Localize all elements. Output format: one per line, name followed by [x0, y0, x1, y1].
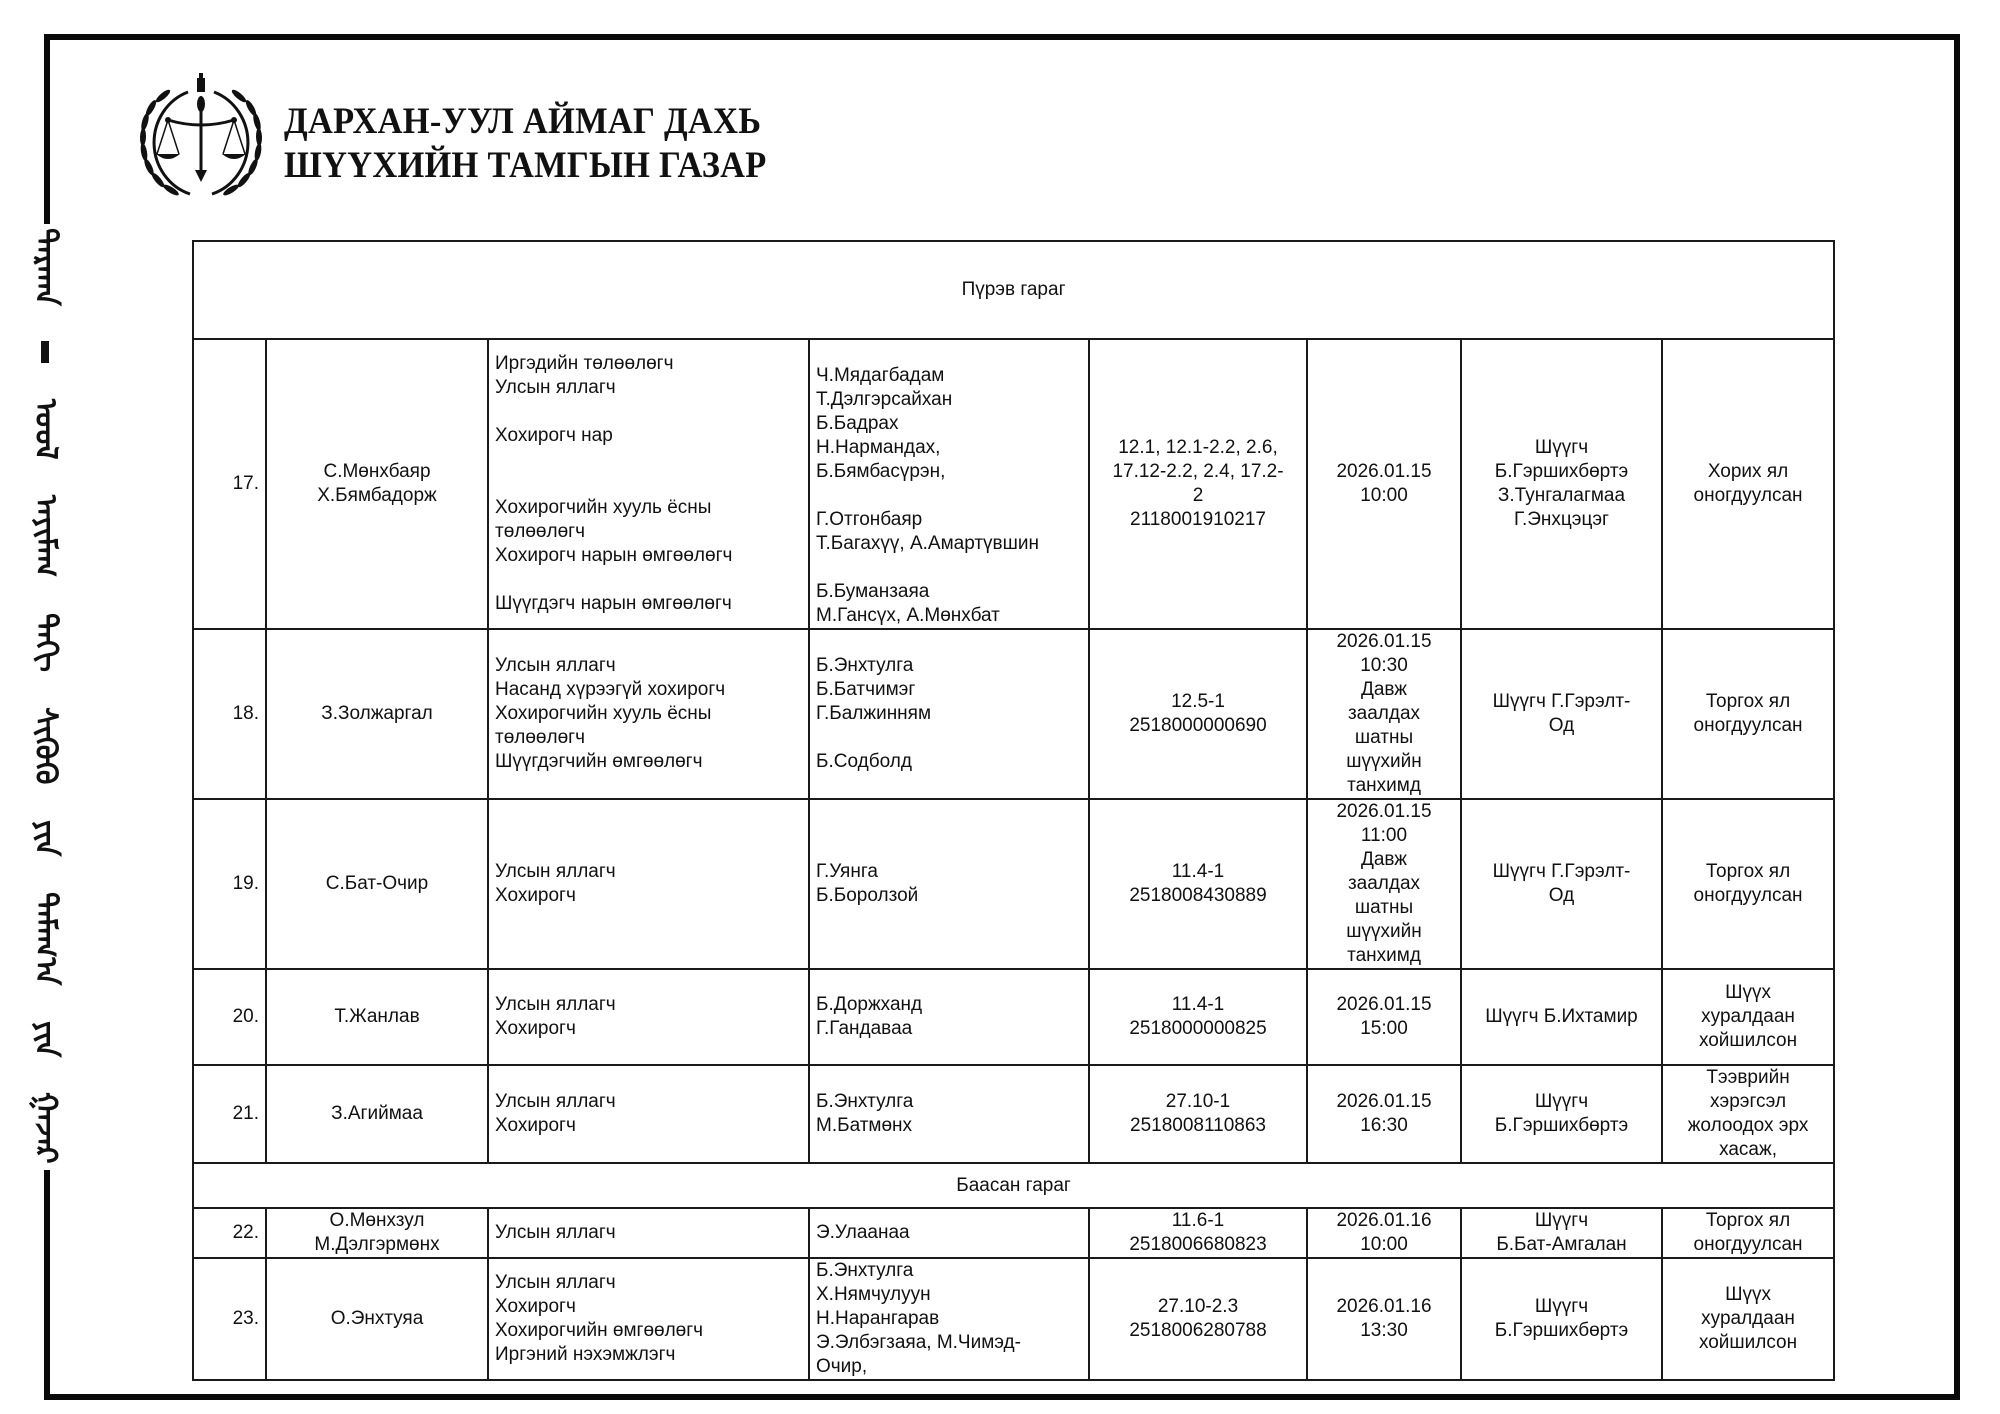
participant-names-cell-line: Х.Нямчулуун [816, 1284, 931, 1305]
participant-names-cell-line: Т.Багахүү, А.Амартүвшин [816, 533, 1039, 554]
hearing-datetime-cell-line: 15:00 [1360, 1018, 1408, 1039]
result-cell [1662, 1065, 1834, 1163]
case-number-cell: 20. [193, 969, 266, 1065]
mongolian-word: ᠲᠠᠮᠠᠭ᠎ᠠ [28, 891, 63, 986]
result-cell-line: Торгох ял [1705, 691, 1791, 712]
participant-roles-cell-line: Шүүгдэгчийн өмгөөлөгч [495, 751, 703, 772]
judge-cell [1461, 1208, 1662, 1258]
judge-cell [1461, 629, 1662, 799]
result-cell-line: жолоодох эрх [1687, 1115, 1809, 1136]
defendant-cell-line: С.Мөнхбаяр [323, 461, 431, 482]
participant-roles-cell-line: Иргэдийн төлөөлөгч [495, 353, 674, 374]
hearing-datetime-cell-line: 2026.01.15 [1336, 801, 1432, 822]
hearing-datetime-cell [1307, 969, 1461, 1065]
result-cell-line: Торгох ял [1705, 861, 1791, 882]
table-row [193, 799, 1834, 969]
article-case-id-cell [1089, 339, 1307, 629]
table-row [193, 629, 1834, 799]
judge-cell-line: Шүүгч [1534, 1210, 1589, 1231]
participant-names-cell [809, 339, 1089, 629]
mongolian-word: ᠱᠢᠭᠦᠬᠦ [28, 706, 63, 785]
participant-names-cell-line: Ч.Мядагбадам [816, 365, 945, 386]
participant-roles-cell-line: Хохирогч нарын өмгөөлөгч [495, 545, 733, 566]
participant-roles-cell [488, 969, 809, 1065]
mongolian-word: ᠳᠠᠷᠬᠠᠨ [28, 228, 63, 306]
result-cell-line: Тээврийн [1706, 1067, 1790, 1088]
defendant-cell [266, 799, 488, 969]
defendant-cell [266, 969, 488, 1065]
participant-names-cell-line: Очир, [816, 1356, 868, 1377]
participant-names-cell [809, 1065, 1089, 1163]
case-number-cell: 23. [193, 1258, 266, 1380]
participant-names-cell-line: М.Батмөнх [816, 1115, 913, 1136]
mongolian-word: ᠶᠢᠨ [28, 819, 63, 857]
result-cell [1662, 1258, 1834, 1380]
judge-cell [1461, 1258, 1662, 1380]
participant-names-cell [809, 969, 1089, 1065]
participant-roles-cell-line: Хохирогч нар [495, 425, 613, 446]
defendant-cell [266, 1258, 488, 1380]
article-case-id-cell-line: 11.4-1 [1171, 994, 1225, 1015]
judge-cell-line: Б.Бат-Амгалан [1496, 1234, 1627, 1255]
table-row [193, 969, 1834, 1065]
participant-roles-cell-line: Улсын яллагч [495, 1222, 616, 1243]
court-hearing-schedule-table [192, 240, 1835, 1381]
hearing-datetime-cell-line: шатны [1354, 897, 1414, 918]
participant-names-cell-line: Б.Бямбасүрэн, [816, 461, 946, 482]
case-number-cell: 17. [193, 339, 266, 629]
article-case-id-cell-line: 17.12-2.2, 2.4, 17.2- [1112, 461, 1284, 482]
mongolian-word: ᠶᠢᠨ [28, 1020, 63, 1057]
participant-roles-cell [488, 339, 809, 629]
participant-roles-cell-line: Улсын яллагч [495, 861, 616, 882]
participant-roles-cell-line: Улсын яллагч [495, 377, 616, 398]
participant-names-cell-line: Б.Энхтулга [816, 1091, 914, 1112]
page-frame-left-top [44, 34, 50, 224]
participant-names-cell [809, 1258, 1089, 1380]
participant-names-cell-line: Б.Батчимэг [816, 679, 916, 700]
court-emblem-icon [138, 72, 264, 206]
participant-roles-cell [488, 629, 809, 799]
participant-roles-cell-line [495, 400, 802, 424]
result-cell-line: хуралдаан [1701, 1308, 1795, 1329]
article-case-id-cell-line: 27.10-1 [1165, 1091, 1231, 1112]
table-row [193, 1258, 1834, 1380]
participant-names-cell-line: Б.Энхтулга [816, 655, 914, 676]
judge-cell-line: Од [1548, 885, 1575, 906]
participant-roles-cell-line: Хохирогч [495, 1296, 576, 1317]
judge-cell [1461, 339, 1662, 629]
participant-roles-cell-line: Хохирогч [495, 885, 576, 906]
defendant-cell-line: М.Дэлгэрмөнх [314, 1234, 440, 1255]
result-cell-line: хойшилсон [1698, 1030, 1798, 1051]
hearing-datetime-cell-line: шатны [1354, 727, 1414, 748]
hearing-datetime-cell-line: танхимд [1347, 945, 1421, 966]
participant-names-cell-line: Б.Доржханд [816, 994, 923, 1015]
defendant-cell [266, 1065, 488, 1163]
article-case-id-cell-line: 12.1, 12.1-2.2, 2.6, [1118, 437, 1278, 458]
judge-cell [1461, 1065, 1662, 1163]
hearing-datetime-cell-line: заалдах [1347, 703, 1421, 724]
organization-title [284, 100, 767, 188]
participant-names-cell [809, 629, 1089, 799]
result-cell [1662, 799, 1834, 969]
participant-names-cell-line: Э.Элбэгзаяа, М.Чимэд- [816, 1332, 1021, 1353]
participant-roles-cell-line [495, 472, 802, 496]
case-number-cell: 21. [193, 1065, 266, 1163]
participant-names-cell-line [816, 556, 1082, 580]
mongolian-word: ᠭᠠᠵᠠᠷ [28, 1092, 63, 1164]
hearing-datetime-cell-line: 2026.01.15 [1336, 461, 1432, 482]
hearing-datetime-cell-line: 10:00 [1360, 1234, 1408, 1255]
judge-cell-line: Б.Гэршихбөртэ [1494, 1115, 1629, 1136]
participant-names-cell-line: Г.Уянга [816, 861, 878, 882]
participant-names-cell-line [816, 726, 1082, 750]
hearing-datetime-cell [1307, 1208, 1461, 1258]
participant-names-cell-line: Н.Нармандах, [816, 437, 941, 458]
defendant-cell-line: О.Энхтуяа [330, 1308, 424, 1329]
hearing-datetime-cell [1307, 339, 1461, 629]
result-cell-line: оногдуулсан [1693, 1234, 1803, 1255]
defendant-cell [266, 1208, 488, 1258]
organization-title-line-2: ШҮҮХИЙН ТАМГЫН ГАЗАР [284, 145, 767, 186]
result-cell-line: Хорих ял [1707, 461, 1789, 482]
judge-cell-line: Од [1548, 715, 1575, 736]
participant-names-cell-line: Б.Содболд [816, 751, 912, 772]
participant-roles-cell-line: төлөөлөгч [495, 727, 585, 748]
table-row [193, 339, 1834, 629]
participant-roles-cell-line: Хохирогчийн өмгөөлөгч [495, 1320, 704, 1341]
article-case-id-cell [1089, 1065, 1307, 1163]
article-case-id-cell [1089, 969, 1307, 1065]
defendant-cell-line: З.Золжаргал [321, 703, 433, 724]
weekday-header-cell: Баасан гараг [193, 1163, 1834, 1208]
case-number-cell: 22. [193, 1208, 266, 1258]
article-case-id-cell-line: 2518006680823 [1129, 1234, 1267, 1255]
article-case-id-cell-line: 2518008110863 [1130, 1115, 1266, 1136]
article-case-id-cell-line: 2518006280788 [1129, 1320, 1267, 1341]
article-case-id-cell [1089, 1208, 1307, 1258]
hearing-datetime-cell-line: 2026.01.16 [1336, 1296, 1432, 1317]
hearing-datetime-cell-line: 2026.01.15 [1336, 994, 1432, 1015]
judge-cell-line: Шүүгч [1534, 1091, 1589, 1112]
article-case-id-cell-line: 11.4-1 [1171, 861, 1225, 882]
mongolian-word: ᠳᠠᠬᠢ [28, 612, 63, 672]
participant-roles-cell-line: Улсын яллагч [495, 655, 616, 676]
defendant-cell-line: Т.Жанлав [334, 1006, 420, 1027]
article-case-id-cell-line: 2518000000690 [1129, 715, 1267, 736]
participant-roles-cell-line: Хохирогч [495, 1115, 576, 1136]
article-case-id-cell [1089, 1258, 1307, 1380]
hearing-datetime-cell-line: 10:30 [1360, 655, 1408, 676]
hearing-datetime-cell-line: 13:30 [1360, 1320, 1408, 1341]
hearing-datetime-cell [1307, 799, 1461, 969]
participant-names-cell-line: Г.Отгонбаяр [816, 509, 923, 530]
participant-roles-cell-line: Хохирогчийн хууль ёсны [495, 703, 712, 724]
article-case-id-cell-line: 2518000000825 [1129, 1018, 1267, 1039]
participant-names-cell-line: Б.Боролзой [816, 885, 919, 906]
judge-cell-line: Шүүгч Б.Ихтамир [1485, 1006, 1638, 1027]
hearing-datetime-cell-line: танхимд [1347, 775, 1421, 796]
defendant-cell-line: З.Агиймаа [331, 1103, 423, 1124]
participant-names-cell-line: Н.Нарангарав [816, 1308, 940, 1329]
participant-names-cell [809, 799, 1089, 969]
weekday-row-thursday [193, 241, 1834, 339]
hearing-datetime-cell [1307, 629, 1461, 799]
hearing-datetime-cell [1307, 1065, 1461, 1163]
participant-roles-cell-line: төлөөлөгч [495, 521, 585, 542]
article-case-id-cell-line: 27.10-2.3 [1157, 1296, 1239, 1317]
weekday-header-cell: Пүрэв гараг [193, 241, 1834, 339]
participant-roles-cell-line: Хохирогч [495, 1018, 576, 1039]
hearing-datetime-cell-line: 16:30 [1360, 1115, 1408, 1136]
article-case-id-cell-line: 2 [1192, 485, 1204, 506]
weekday-row-friday [193, 1163, 1834, 1208]
result-cell-line: Шүүх [1725, 982, 1771, 1003]
participant-roles-cell-line: Улсын яллагч [495, 1272, 616, 1293]
judge-cell-line: Шүүгч Г.Гэрэлт- [1492, 691, 1631, 712]
mongolian-word: ᠠᠶᠢᠮᠠᠭ [28, 494, 63, 578]
participant-roles-cell-line [495, 568, 802, 592]
mongolian-dash [41, 341, 49, 363]
defendant-cell-line: С.Бат-Очир [325, 873, 429, 894]
hearing-datetime-cell-line: 2026.01.15 [1336, 1091, 1432, 1112]
judge-cell [1461, 969, 1662, 1065]
table-row [193, 1208, 1834, 1258]
result-cell-line: оногдуулсан [1693, 485, 1803, 506]
organization-title-line-1: ДАРХАН-УУЛ АЙМАГ ДАХЬ [284, 101, 762, 142]
participant-names-cell-line: Э.Улаанаа [816, 1222, 910, 1243]
result-cell [1662, 339, 1834, 629]
article-case-id-cell-line: 11.6-1 [1171, 1210, 1225, 1231]
mongolian-script-vertical-text [14, 228, 76, 1164]
result-cell-line: хасаж, [1719, 1139, 1777, 1160]
participant-roles-cell-line: Хохирогчийн хууль ёсны [495, 497, 712, 518]
participant-names-cell-line: Г.Балжинням [816, 703, 932, 724]
participant-roles-cell-line: Улсын яллагч [495, 1091, 616, 1112]
case-number-cell: 19. [193, 799, 266, 969]
hearing-datetime-cell-line: Давж [1360, 679, 1408, 700]
article-case-id-cell-line: 2518008430889 [1129, 885, 1267, 906]
defendant-cell-line: О.Мөнхзул [329, 1210, 425, 1231]
result-cell [1662, 629, 1834, 799]
hearing-datetime-cell-line: шүүхийн [1346, 751, 1422, 772]
defendant-cell-line: Х.Бямбадорж [317, 485, 437, 506]
mongolian-word: ᠤᠤᠯ [28, 398, 63, 460]
result-cell [1662, 1208, 1834, 1258]
participant-roles-cell-line [495, 448, 802, 472]
result-cell-line: хэрэгсэл [1710, 1091, 1787, 1112]
judge-cell [1461, 799, 1662, 969]
participant-names-cell-line [816, 484, 1082, 508]
participant-roles-cell-line: Шүүгдэгч нарын өмгөөлөгч [495, 593, 732, 614]
hearing-datetime-cell-line: Давж [1360, 849, 1408, 870]
hearing-datetime-cell [1307, 1258, 1461, 1380]
judge-cell-line: Б.Гэршихбөртэ [1494, 461, 1629, 482]
result-cell-line: хойшилсон [1698, 1332, 1798, 1353]
participant-roles-cell [488, 799, 809, 969]
participant-names-cell-line [816, 340, 1082, 364]
participant-roles-cell-line: Улсын яллагч [495, 994, 616, 1015]
judge-cell-line: Б.Гэршихбөртэ [1494, 1320, 1629, 1341]
defendant-cell [266, 629, 488, 799]
participant-roles-cell-line: Иргэний нэхэмжлэгч [495, 1344, 676, 1365]
result-cell-line: оногдуулсан [1693, 715, 1803, 736]
participant-names-cell-line: Б.Энхтулга [816, 1260, 914, 1281]
result-cell-line: оногдуулсан [1693, 885, 1803, 906]
hearing-datetime-cell-line: шүүхийн [1346, 921, 1422, 942]
participant-names-cell-line: Б.Бадрах [816, 413, 899, 434]
hearing-datetime-cell-line: 2026.01.16 [1336, 1210, 1432, 1231]
participant-names-cell-line: Т.Дэлгэрсайхан [816, 389, 953, 410]
result-cell-line: Торгох ял [1705, 1210, 1791, 1231]
result-cell-line: Шүүх [1725, 1284, 1771, 1305]
participant-roles-cell [488, 1065, 809, 1163]
article-case-id-cell [1089, 629, 1307, 799]
defendant-cell [266, 339, 488, 629]
case-number-cell: 18. [193, 629, 266, 799]
result-cell [1662, 969, 1834, 1065]
judge-cell-line: З.Тунгалагмаа [1497, 485, 1626, 506]
participant-names-cell-line: Б.Буманзаяа [816, 581, 930, 602]
judge-cell-line: Шүүгч [1534, 437, 1589, 458]
judge-cell-line: Шүүгч Г.Гэрэлт- [1492, 861, 1631, 882]
participant-names-cell-line: М.Гансүх, А.Мөнхбат [816, 605, 1000, 626]
result-cell-line: хуралдаан [1701, 1006, 1795, 1027]
participant-names-cell [809, 1208, 1089, 1258]
participant-roles-cell [488, 1208, 809, 1258]
judge-cell-line: Г.Энхцэцэг [1514, 509, 1609, 530]
hearing-datetime-cell-line: заалдах [1347, 873, 1421, 894]
participant-names-cell-line: Г.Гандаваа [816, 1018, 913, 1039]
page-frame-left-bottom [44, 1170, 50, 1400]
participant-roles-cell [488, 1258, 809, 1380]
participant-roles-cell-line: Насанд хүрээгүй хохирогч [495, 679, 726, 700]
article-case-id-cell [1089, 799, 1307, 969]
article-case-id-cell-line: 2118001910217 [1130, 509, 1266, 530]
hearing-datetime-cell-line: 10:00 [1360, 485, 1408, 506]
hearing-datetime-cell-line: 2026.01.15 [1336, 631, 1432, 652]
table-row [193, 1065, 1834, 1163]
hearing-datetime-cell-line: 11:00 [1360, 825, 1408, 846]
judge-cell-line: Шүүгч [1534, 1296, 1589, 1317]
article-case-id-cell-line: 12.5-1 [1171, 691, 1225, 712]
